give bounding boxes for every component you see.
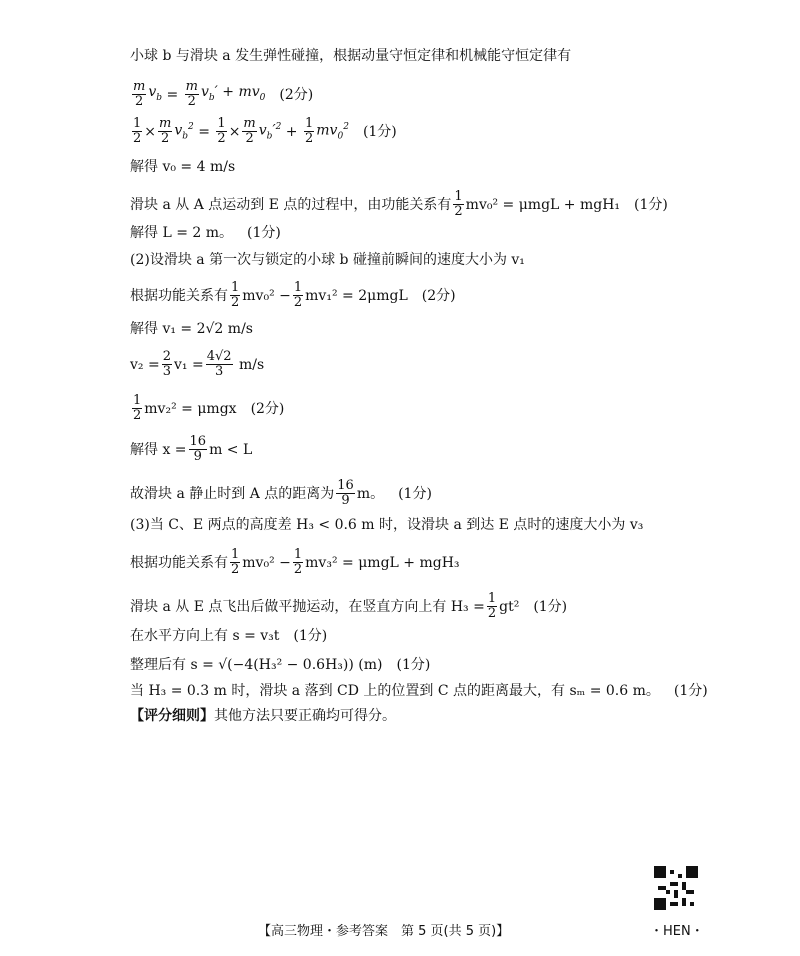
equation-energy: $\frac{1}{2}$ × $\frac{m}{2}$ $v_b^2$ = $\frac{1}{2}$ × $\frac{m}{2}$ $v_b'^2$ + $\frac{1}{2}$ $mv_0^2$ (1分) xyxy=(133,116,397,146)
equation-line: 根据功能关系有 $\frac{1}{2}$ mv₀² − $\frac{1}{2}$ mv₁² = 2μmgL (2分) xyxy=(130,280,456,310)
text-line: (2)设滑块 a 第一次与锁定的小球 b 碰撞前瞬间的速度大小为 v₁ xyxy=(130,252,525,268)
equation-line: 滑块 a 从 A 点运动到 E 点的过程中，由功能关系有 $\frac{1}{2}$ mv₀² = μmgL + mgH₁ (1分) xyxy=(130,189,668,219)
equation-line: 滑块 a 从 E 点飞出后做平抛运动，在竖直方向上有 H₃ = $\frac{1}{2}$ gt² (1分) xyxy=(130,591,568,621)
score-label: (1分) xyxy=(293,628,328,644)
equation-line: $\frac{1}{2}$ mv₂² = μmgx (2分) xyxy=(133,393,285,423)
text-line: 小球 b 与滑块 a 发生弹性碰撞，根据动量守恒定律和机械能守恒定律有 xyxy=(130,48,572,64)
equation-line: 根据功能关系有 $\frac{1}{2}$ mv₀² − $\frac{1}{2}$ mv₃² = μmgL + mgH₃ xyxy=(130,547,460,577)
text-line: 整理后有 s = √(−4(H₃² − 0.6H₃)) (m) (1分) xyxy=(130,657,431,673)
text-line: 解得 v₀ = 4 m/s xyxy=(130,159,236,175)
score-label: (2分) xyxy=(250,400,285,417)
score-label: (1分) xyxy=(533,598,568,615)
qr-code xyxy=(654,866,698,910)
score-label: (1分) xyxy=(396,657,431,673)
note-title: 【评分细则】 xyxy=(130,708,214,724)
text-line: 当 H₃ = 0.3 m 时，滑块 a 落到 CD 上的位置到 C 点的距离最大，有 sₘ = 0.6 m。 (1分) xyxy=(130,683,708,699)
text-line: 解得 v₁ = 2√2 m/s xyxy=(130,321,253,337)
score-label: (2分) xyxy=(279,86,314,103)
score-label: (1分) xyxy=(362,123,397,140)
equation-momentum: $\frac{m}{2}$ $v_b$ = $\frac{m}{2}$ $v_b' + mv_0$ (2分) xyxy=(133,79,314,109)
equation-line: 解得 x = $\frac{16}{9}$ m < L xyxy=(130,434,253,464)
score-label: (1分) xyxy=(634,196,668,213)
page-footer: 【高三物理・参考答案 第 5 页(共 5 页)】 xyxy=(258,924,510,939)
score-label: (2分) xyxy=(421,287,456,304)
text-line: (3)当 C、E 两点的高度差 H₃ < 0.6 m 时，设滑块 a 到达 E 点时的速度大小为 v₃ xyxy=(130,517,644,533)
text-line: 在水平方向上有 s = v₃t (1分) xyxy=(130,628,328,644)
text-line: 解得 L = 2 m。 (1分) xyxy=(130,225,281,241)
equation-line: v₂ = $\frac{2}{3}$ v₁ = $\frac{4√2}{3}$ m/s xyxy=(130,349,265,379)
score-label: (1分) xyxy=(673,683,708,699)
equation-line: 故滑块 a 静止时到 A 点的距离为 $\frac{16}{9}$ m。 (1分) xyxy=(130,478,432,508)
scoring-note: 【评分细则】 其他方法只要正确均可得分。 xyxy=(130,708,396,724)
fraction: $\frac{m}{2}$ xyxy=(185,79,198,109)
fraction: $\frac{m}{2}$ xyxy=(133,79,146,109)
score-label: (1分) xyxy=(247,225,281,241)
score-label: (1分) xyxy=(398,485,432,502)
brand-mark: ・HEN・ xyxy=(650,924,704,939)
